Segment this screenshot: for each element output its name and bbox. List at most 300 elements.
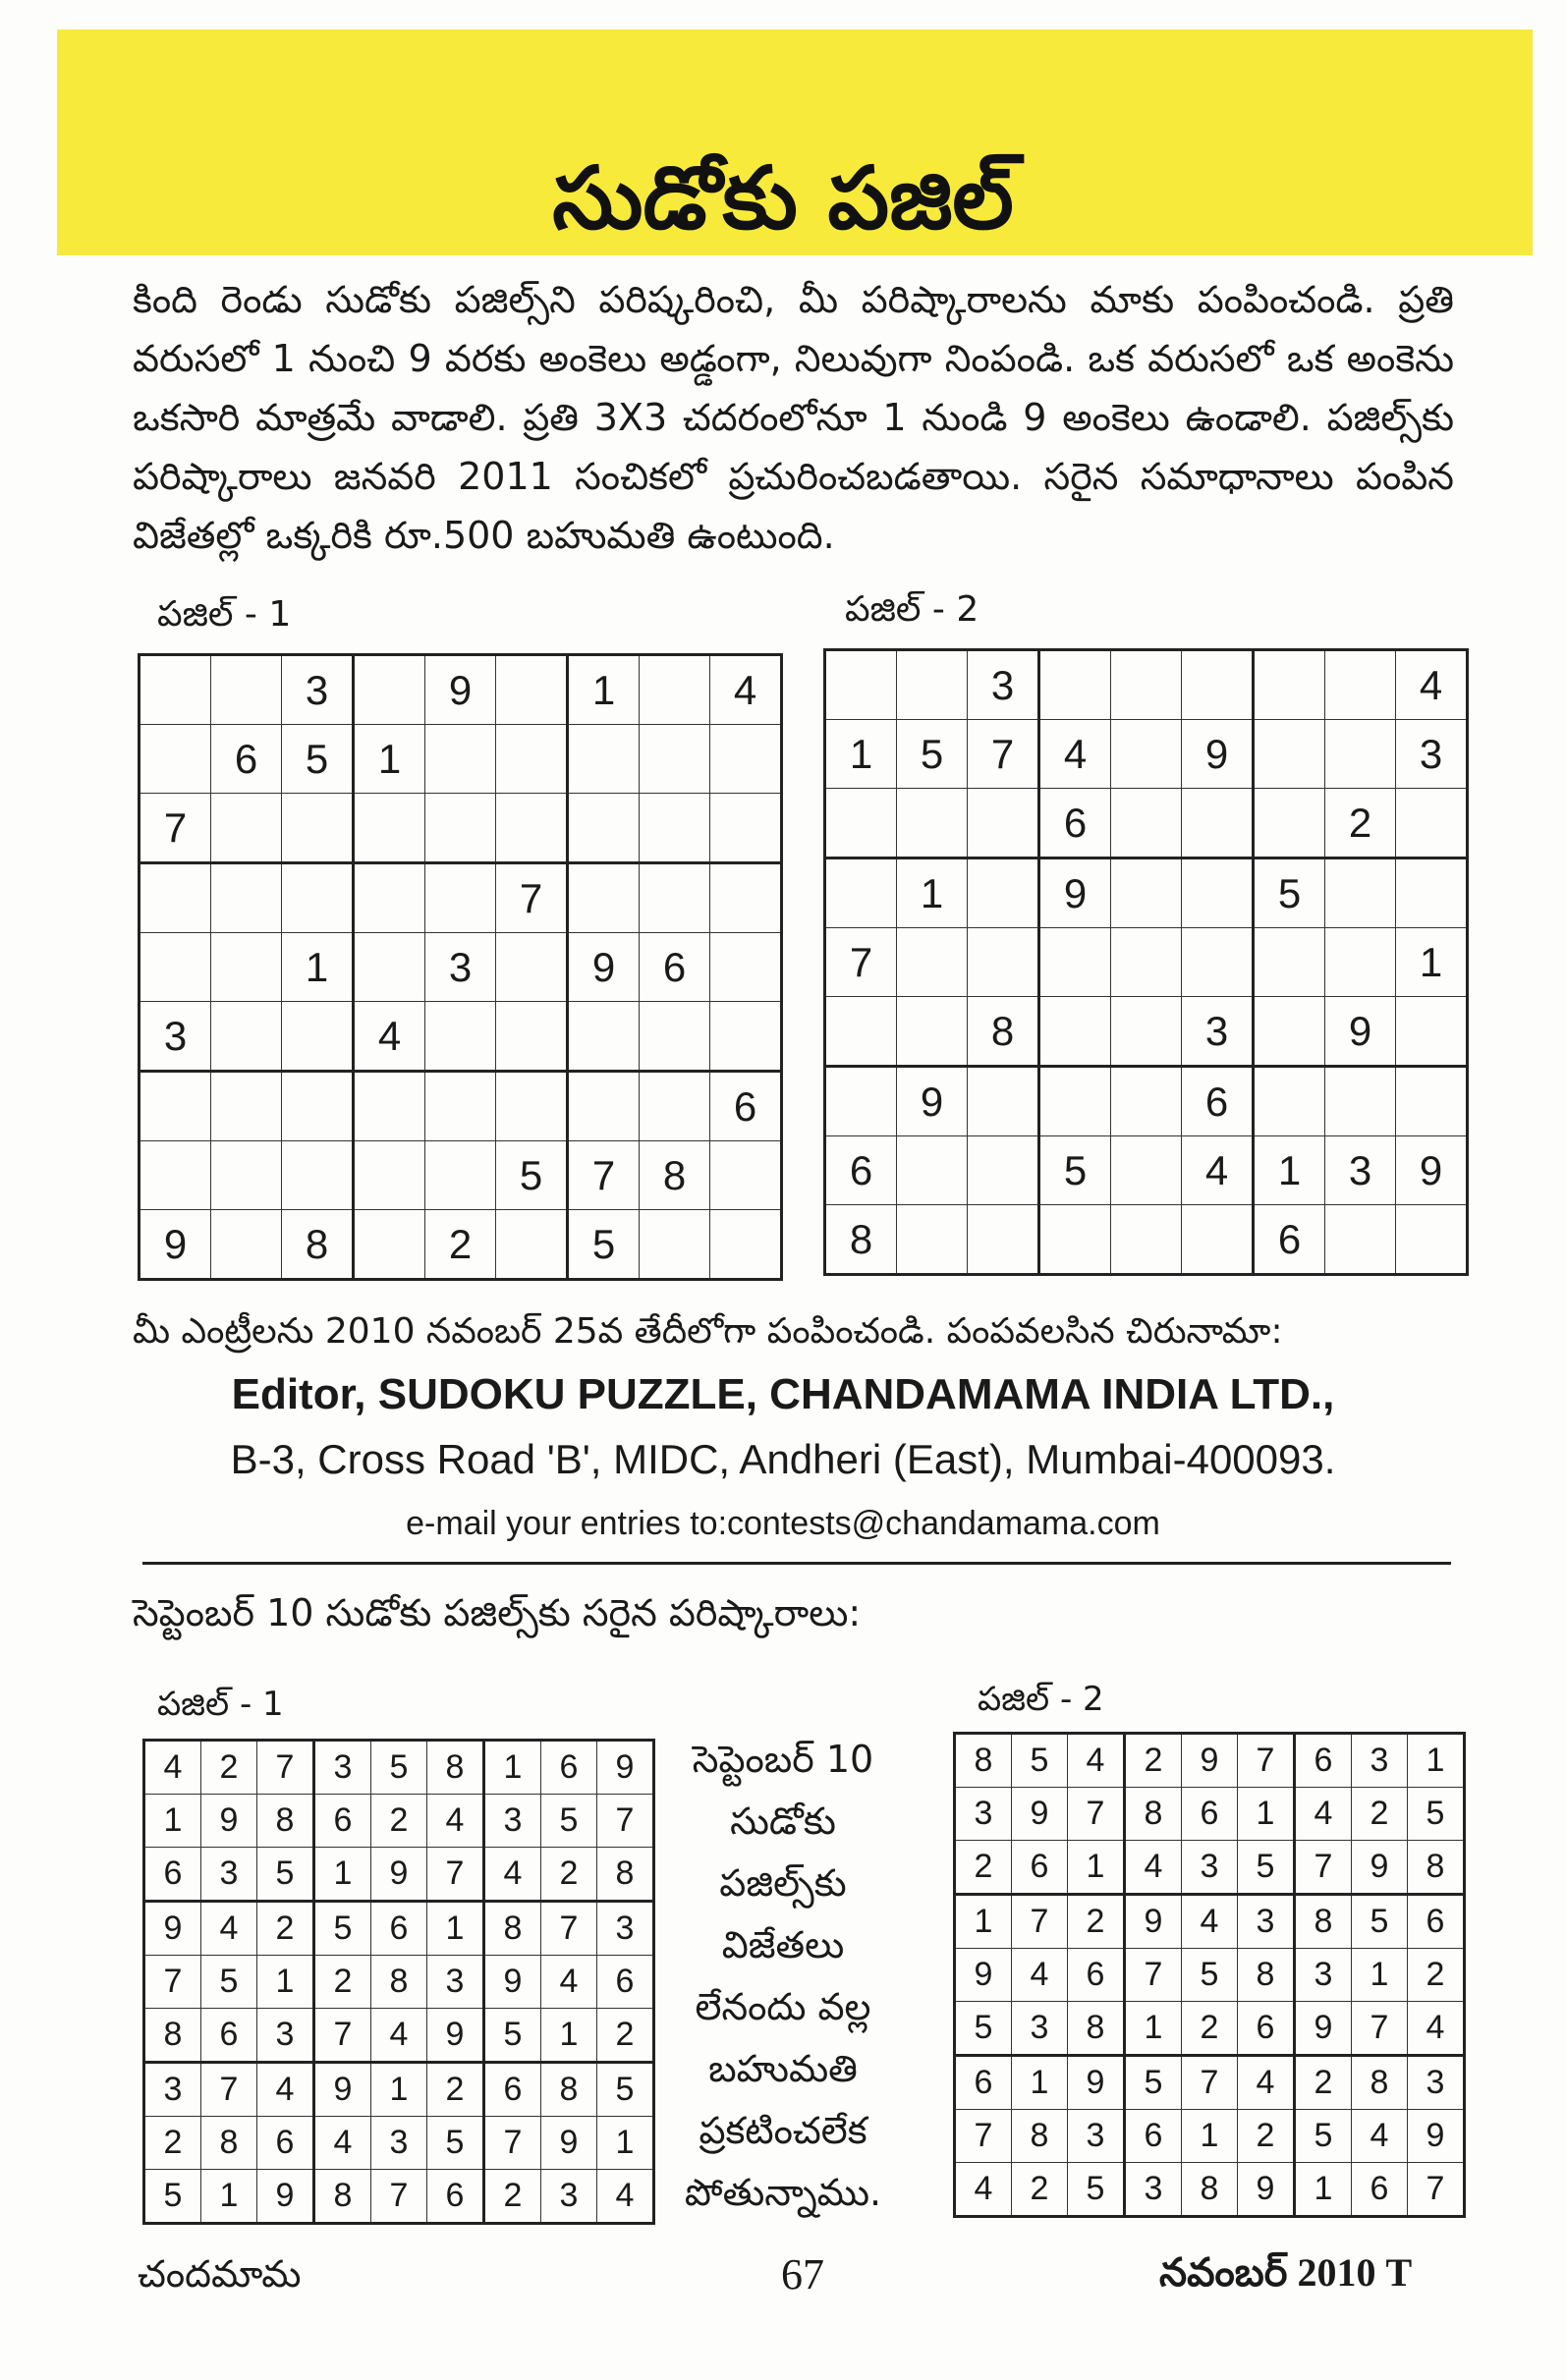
grid-cell [640, 1002, 710, 1072]
grid-row [140, 863, 782, 933]
grid-cell [354, 933, 425, 1002]
grid-cell: 3 [1182, 1841, 1238, 1895]
grid-cell: 7 [541, 1902, 597, 1956]
grid-row [144, 1956, 654, 2009]
grid-cell: 2 [597, 2009, 654, 2063]
solution2-grid [953, 1732, 1466, 2218]
grid-cell: 1 [1352, 1949, 1408, 2002]
grid-row [140, 655, 782, 725]
grid-cell: 8 [1125, 1788, 1182, 1841]
grid-row [825, 789, 1468, 858]
grid-cell: 1 [1295, 2163, 1352, 2217]
grid-row [825, 650, 1468, 720]
grid-cell: 3 [1238, 1895, 1295, 1949]
grid-cell: 8 [144, 2009, 201, 2063]
grid-cell [282, 1072, 354, 1141]
grid-cell: 1 [1238, 1788, 1295, 1841]
grid-cell: 7 [1408, 2163, 1465, 2217]
grid-cell [968, 789, 1039, 858]
grid-cell: 1 [1396, 928, 1468, 997]
grid-cell [496, 933, 568, 1002]
grid-cell: 3 [425, 933, 496, 1002]
grid-cell: 5 [1039, 1136, 1111, 1205]
grid-cell [140, 725, 211, 794]
grid-cell: 3 [282, 655, 354, 725]
grid-cell: 6 [484, 2063, 541, 2117]
grid-cell: 5 [144, 2170, 201, 2224]
grid-cell: 2 [1325, 789, 1396, 858]
grid-cell [1039, 1067, 1111, 1136]
postal-address: B-3, Cross Road 'B', MIDC, Andheri (East), Mumbai-400093. [230, 1436, 1336, 1482]
solution1-grid [142, 1739, 655, 2225]
grid-cell [1254, 720, 1325, 789]
grid-cell: 2 [425, 1210, 496, 1280]
grid-cell: 8 [257, 1795, 314, 1848]
grid-cell: 2 [314, 1956, 371, 2009]
grid-cell [710, 725, 782, 794]
grid-cell: 8 [1352, 2056, 1408, 2110]
email-line: e-mail your entries to:contests@chandamama.com [406, 1505, 1160, 1542]
grid-cell: 6 [371, 1902, 427, 1956]
grid-cell: 6 [1125, 2110, 1182, 2163]
grid-cell: 7 [201, 2063, 257, 2117]
grid-cell: 4 [541, 1956, 597, 2009]
grid-cell: 3 [1396, 720, 1468, 789]
grid-cell [496, 794, 568, 863]
solution1-label: పజిల్ - 1 [157, 1685, 284, 1724]
grid-cell: 5 [1238, 1841, 1295, 1895]
grid-row [955, 1895, 1465, 1949]
grid-cell: 6 [1068, 1949, 1125, 2002]
grid-cell: 7 [955, 2110, 1012, 2163]
grid-row [140, 1210, 782, 1280]
grid-cell: 3 [1182, 997, 1254, 1067]
grid-cell: 3 [201, 1848, 257, 1902]
grid-cell: 6 [825, 1136, 897, 1205]
grid-cell [1111, 789, 1182, 858]
grid-cell: 4 [314, 2117, 371, 2170]
grid-row [955, 2002, 1465, 2056]
grid-cell: 1 [955, 1895, 1012, 1949]
grid-cell: 2 [1125, 1734, 1182, 1788]
grid-cell [140, 863, 211, 933]
grid-cell: 2 [1012, 2163, 1068, 2217]
grid-cell: 9 [1238, 2163, 1295, 2217]
grid-cell: 9 [201, 1795, 257, 1848]
grid-cell [1325, 650, 1396, 720]
grid-cell: 6 [1352, 2163, 1408, 2217]
grid-row [825, 858, 1468, 928]
note-line: బహుమతి [708, 2047, 858, 2090]
grid-cell: 9 [568, 933, 640, 1002]
grid-cell: 5 [568, 1210, 640, 1280]
grid-cell [825, 858, 897, 928]
grid-cell: 9 [140, 1210, 211, 1280]
grid-cell [211, 863, 282, 933]
note-line: లేనందు వల్ల [695, 1985, 871, 2028]
grid-cell: 5 [496, 1141, 568, 1210]
grid-row [144, 2117, 654, 2170]
grid-cell [211, 933, 282, 1002]
grid-row [825, 997, 1468, 1067]
grid-cell [496, 725, 568, 794]
grid-cell: 3 [541, 2170, 597, 2224]
grid-cell: 1 [1182, 2110, 1238, 2163]
grid-row [825, 928, 1468, 997]
grid-cell: 4 [1352, 2110, 1408, 2163]
grid-row [955, 1788, 1465, 1841]
grid-cell: 4 [1238, 2056, 1295, 2110]
grid-cell [1396, 997, 1468, 1067]
grid-cell: 7 [568, 1141, 640, 1210]
grid-cell [710, 1141, 782, 1210]
grid-cell: 8 [640, 1141, 710, 1210]
grid-cell [211, 1141, 282, 1210]
grid-cell: 3 [1125, 2163, 1182, 2217]
grid-cell: 1 [1068, 1841, 1125, 1895]
grid-cell: 8 [484, 1902, 541, 1956]
grid-cell: 2 [1238, 2110, 1295, 2163]
grid-cell: 8 [427, 1741, 484, 1795]
grid-cell [897, 789, 968, 858]
grid-row [140, 1141, 782, 1210]
grid-cell [825, 997, 897, 1067]
grid-cell [640, 655, 710, 725]
grid-cell: 1 [1408, 1734, 1465, 1788]
grid-cell [211, 1072, 282, 1141]
send-instructions: మీ ఎంట్రీలను 2010 నవంబర్ 25వ తేదీలోగా పంపించండి. పంపవలసిన చిరునామా: [133, 1311, 1283, 1352]
grid-cell [825, 1067, 897, 1136]
grid-cell: 7 [968, 720, 1039, 789]
grid-cell: 3 [597, 1902, 654, 1956]
grid-cell: 6 [1182, 1067, 1254, 1136]
note-line: ప్రకటించలేక [699, 2109, 867, 2152]
grid-cell: 7 [257, 1741, 314, 1795]
grid-cell: 5 [427, 2117, 484, 2170]
grid-cell: 4 [710, 655, 782, 725]
grid-cell: 3 [968, 650, 1039, 720]
grid-cell: 9 [1352, 1841, 1408, 1895]
grid-cell: 3 [314, 1741, 371, 1795]
grid-cell [496, 655, 568, 725]
puzzle1-label: పజిల్ - 1 [157, 594, 292, 635]
grid-cell [1111, 928, 1182, 997]
grid-cell: 2 [955, 1841, 1012, 1895]
grid-cell: 8 [968, 997, 1039, 1067]
grid-cell: 6 [1408, 1895, 1465, 1949]
grid-cell [897, 1205, 968, 1275]
grid-cell: 7 [825, 928, 897, 997]
grid-cell [640, 1210, 710, 1280]
grid-cell: 2 [427, 2063, 484, 2117]
grid-cell: 5 [1352, 1895, 1408, 1949]
grid-cell: 1 [282, 933, 354, 1002]
grid-cell: 1 [371, 2063, 427, 2117]
grid-cell [1111, 1205, 1182, 1275]
grid-cell: 7 [496, 863, 568, 933]
grid-cell: 1 [568, 655, 640, 725]
grid-cell [1254, 997, 1325, 1067]
grid-cell [211, 794, 282, 863]
grid-cell: 7 [1012, 1895, 1068, 1949]
grid-cell: 4 [1182, 1136, 1254, 1205]
grid-cell: 8 [541, 2063, 597, 2117]
grid-cell [1396, 1205, 1468, 1275]
grid-cell: 9 [955, 1949, 1012, 2002]
solution2-label: పజిల్ - 2 [978, 1680, 1104, 1719]
grid-cell: 9 [541, 2117, 597, 2170]
grid-cell [1325, 1205, 1396, 1275]
grid-cell: 7 [1125, 1949, 1182, 2002]
grid-cell: 2 [257, 1902, 314, 1956]
grid-cell: 4 [1039, 720, 1111, 789]
grid-cell [897, 1136, 968, 1205]
grid-cell: 6 [144, 1848, 201, 1902]
grid-row [140, 1072, 782, 1141]
grid-cell: 1 [201, 2170, 257, 2224]
grid-cell: 9 [144, 1902, 201, 1956]
grid-cell: 2 [1068, 1895, 1125, 1949]
grid-cell [1039, 650, 1111, 720]
grid-cell [496, 1072, 568, 1141]
grid-cell: 6 [1238, 2002, 1295, 2056]
grid-cell: 4 [1295, 1788, 1352, 1841]
grid-cell: 7 [1182, 2056, 1238, 2110]
grid-cell: 2 [484, 2170, 541, 2224]
grid-cell [640, 725, 710, 794]
grid-cell [825, 650, 897, 720]
grid-cell: 3 [484, 1795, 541, 1848]
grid-cell: 4 [1012, 1949, 1068, 2002]
grid-cell: 3 [1068, 2110, 1125, 2163]
grid-cell: 5 [1125, 2056, 1182, 2110]
grid-cell [496, 1002, 568, 1072]
grid-cell: 5 [1068, 2163, 1125, 2217]
grid-cell [1182, 858, 1254, 928]
grid-row [140, 794, 782, 863]
grid-cell: 9 [1325, 997, 1396, 1067]
grid-cell [968, 858, 1039, 928]
grid-cell [1325, 1067, 1396, 1136]
grid-cell: 5 [541, 1795, 597, 1848]
grid-cell: 1 [144, 1795, 201, 1848]
grid-cell [968, 1136, 1039, 1205]
grid-cell: 1 [597, 2117, 654, 2170]
grid-cell [640, 794, 710, 863]
grid-cell [568, 863, 640, 933]
grid-cell [282, 1002, 354, 1072]
grid-cell [140, 933, 211, 1002]
grid-cell: 1 [354, 725, 425, 794]
grid-cell [1325, 720, 1396, 789]
grid-cell: 9 [1182, 720, 1254, 789]
grid-cell: 5 [897, 720, 968, 789]
grid-cell: 5 [1295, 2110, 1352, 2163]
grid-cell: 8 [597, 1848, 654, 1902]
puzzle2-label: పజిల్ - 2 [845, 589, 979, 630]
grid-cell [640, 863, 710, 933]
grid-cell: 9 [597, 1741, 654, 1795]
instructions-paragraph: కింది రెండు సుడోకు పజిల్స్‌ని పరిష్కరించి, మీ పరిష్కారాలను మాకు పంపించండి. ప్రతి వరుసలో 1 నుంచి 9 వరకు అంకెలు అడ్డంగా, నిలువుగా నింపండి. ఒక వరుసలో ఒక అంకెను ఒకసారి మాత్రమే వాడాలి. ప్రతి 3X3 చదరంలోనూ 1 నుండి 9 అంకెలు ఉండాలి. పజిల్స్‌కు పరిష్కారాలు జనవరి 2011 సంచికలో ప్రచురించబడతాయి. సరైన సమాధానాలు పంపిన విజేతల్లో ఒక్కరికి రూ.500 బహుమతి ఉంటుంది. [133, 278, 1454, 557]
page-number: 67 [781, 2250, 824, 2298]
grid-cell: 7 [427, 1848, 484, 1902]
grid-cell: 4 [257, 2063, 314, 2117]
grid-cell: 7 [1068, 1788, 1125, 1841]
grid-cell: 2 [1182, 2002, 1238, 2056]
grid-cell [968, 928, 1039, 997]
note-line: విజేతలు [721, 1923, 845, 1966]
grid-cell [354, 794, 425, 863]
grid-cell: 6 [211, 725, 282, 794]
grid-cell [140, 1141, 211, 1210]
grid-cell [1325, 928, 1396, 997]
solutions-heading: సెప్టెంబర్ 10 సుడోకు పజిల్స్‌కు సరైన పరిష్కారాలు: [133, 1591, 862, 1634]
grid-cell: 5 [201, 1956, 257, 2009]
grid-cell: 7 [144, 1956, 201, 2009]
grid-cell: 2 [201, 1741, 257, 1795]
grid-cell: 8 [371, 1956, 427, 2009]
page-title: సుడోకు పజిల్ [552, 147, 1014, 249]
grid-cell: 6 [1295, 1734, 1352, 1788]
grid-cell: 4 [1408, 2002, 1465, 2056]
grid-cell: 6 [1182, 1788, 1238, 1841]
grid-cell [1111, 1067, 1182, 1136]
grid-cell: 8 [1182, 2163, 1238, 2217]
grid-cell: 3 [1325, 1136, 1396, 1205]
grid-cell [425, 794, 496, 863]
grid-cell: 6 [955, 2056, 1012, 2110]
grid-cell: 1 [1012, 2056, 1068, 2110]
grid-cell: 2 [371, 1795, 427, 1848]
grid-cell [1039, 928, 1111, 997]
grid-cell: 2 [1408, 1949, 1465, 2002]
grid-cell [211, 655, 282, 725]
grid-cell: 3 [427, 1956, 484, 2009]
grid-cell [1396, 789, 1468, 858]
grid-cell: 1 [484, 1741, 541, 1795]
grid-cell: 6 [710, 1072, 782, 1141]
grid-row [825, 1136, 1468, 1205]
grid-cell: 6 [640, 933, 710, 1002]
grid-cell: 2 [144, 2117, 201, 2170]
grid-cell [897, 650, 968, 720]
puzzle1-grid [138, 653, 783, 1281]
grid-cell: 9 [1182, 1734, 1238, 1788]
grid-cell: 8 [1408, 1841, 1465, 1895]
grid-cell: 5 [1408, 1788, 1465, 1841]
grid-cell: 5 [257, 1848, 314, 1902]
grid-cell: 5 [371, 1741, 427, 1795]
grid-row [140, 1002, 782, 1072]
grid-cell [211, 1210, 282, 1280]
grid-cell: 9 [1068, 2056, 1125, 2110]
grid-row [144, 1848, 654, 1902]
grid-cell: 9 [427, 2009, 484, 2063]
note-line: పజిల్స్‌కు [719, 1861, 847, 1905]
grid-cell: 3 [1408, 2056, 1465, 2110]
grid-cell [1111, 1136, 1182, 1205]
grid-cell: 8 [201, 2117, 257, 2170]
grid-cell [897, 997, 968, 1067]
grid-cell: 2 [541, 1848, 597, 1902]
grid-cell: 5 [282, 725, 354, 794]
grid-cell: 4 [201, 1902, 257, 1956]
grid-cell [354, 863, 425, 933]
grid-cell [1111, 650, 1182, 720]
grid-cell: 3 [144, 2063, 201, 2117]
grid-row [144, 1795, 654, 1848]
grid-cell: 4 [597, 2170, 654, 2224]
grid-cell: 6 [314, 1795, 371, 1848]
grid-cell: 4 [1182, 1895, 1238, 1949]
grid-cell: 9 [425, 655, 496, 725]
grid-row [144, 1902, 654, 1956]
grid-row [144, 2170, 654, 2224]
grid-cell: 7 [140, 794, 211, 863]
grid-cell [568, 794, 640, 863]
grid-cell [568, 1002, 640, 1072]
grid-cell: 3 [257, 2009, 314, 2063]
grid-cell: 6 [257, 2117, 314, 2170]
grid-cell: 9 [1039, 858, 1111, 928]
grid-cell: 9 [1012, 1788, 1068, 1841]
footer-issue-date: నవంబర్ 2010 T [1159, 2250, 1413, 2295]
grid-cell [968, 1067, 1039, 1136]
grid-cell: 6 [427, 2170, 484, 2224]
grid-cell: 9 [371, 1848, 427, 1902]
grid-cell: 4 [1125, 1841, 1182, 1895]
grid-cell [211, 1002, 282, 1072]
grid-cell [1254, 789, 1325, 858]
grid-cell: 7 [484, 2117, 541, 2170]
grid-cell: 5 [1182, 1949, 1238, 2002]
grid-cell: 3 [140, 1002, 211, 1072]
grid-cell [282, 1141, 354, 1210]
grid-row [144, 2009, 654, 2063]
grid-cell: 7 [597, 1795, 654, 1848]
note-line: సుడోకు [730, 1799, 836, 1843]
grid-cell [1111, 858, 1182, 928]
grid-cell: 8 [1012, 2110, 1068, 2163]
grid-cell: 3 [955, 1788, 1012, 1841]
grid-cell: 9 [1396, 1136, 1468, 1205]
grid-cell: 7 [1295, 1841, 1352, 1895]
grid-cell [1254, 1067, 1325, 1136]
grid-cell: 6 [541, 1741, 597, 1795]
grid-cell: 8 [1295, 1895, 1352, 1949]
grid-cell [710, 794, 782, 863]
grid-cell [140, 655, 211, 725]
grid-cell: 7 [314, 2009, 371, 2063]
grid-cell: 8 [314, 2170, 371, 2224]
grid-cell: 2 [1295, 2056, 1352, 2110]
grid-cell [710, 863, 782, 933]
grid-cell [425, 1141, 496, 1210]
grid-cell: 6 [597, 1956, 654, 2009]
grid-cell: 9 [1408, 2110, 1465, 2163]
grid-cell [282, 863, 354, 933]
grid-cell: 9 [1295, 2002, 1352, 2056]
grid-cell: 1 [427, 1902, 484, 1956]
grid-cell [1396, 858, 1468, 928]
grid-cell [354, 1072, 425, 1141]
grid-cell [568, 725, 640, 794]
grid-cell: 6 [1012, 1841, 1068, 1895]
grid-cell: 8 [1238, 1949, 1295, 2002]
grid-row [140, 933, 782, 1002]
grid-row [825, 1205, 1468, 1275]
editor-address-line: Editor, SUDOKU PUZZLE, CHANDAMAMA INDIA LTD., [231, 1370, 1335, 1418]
